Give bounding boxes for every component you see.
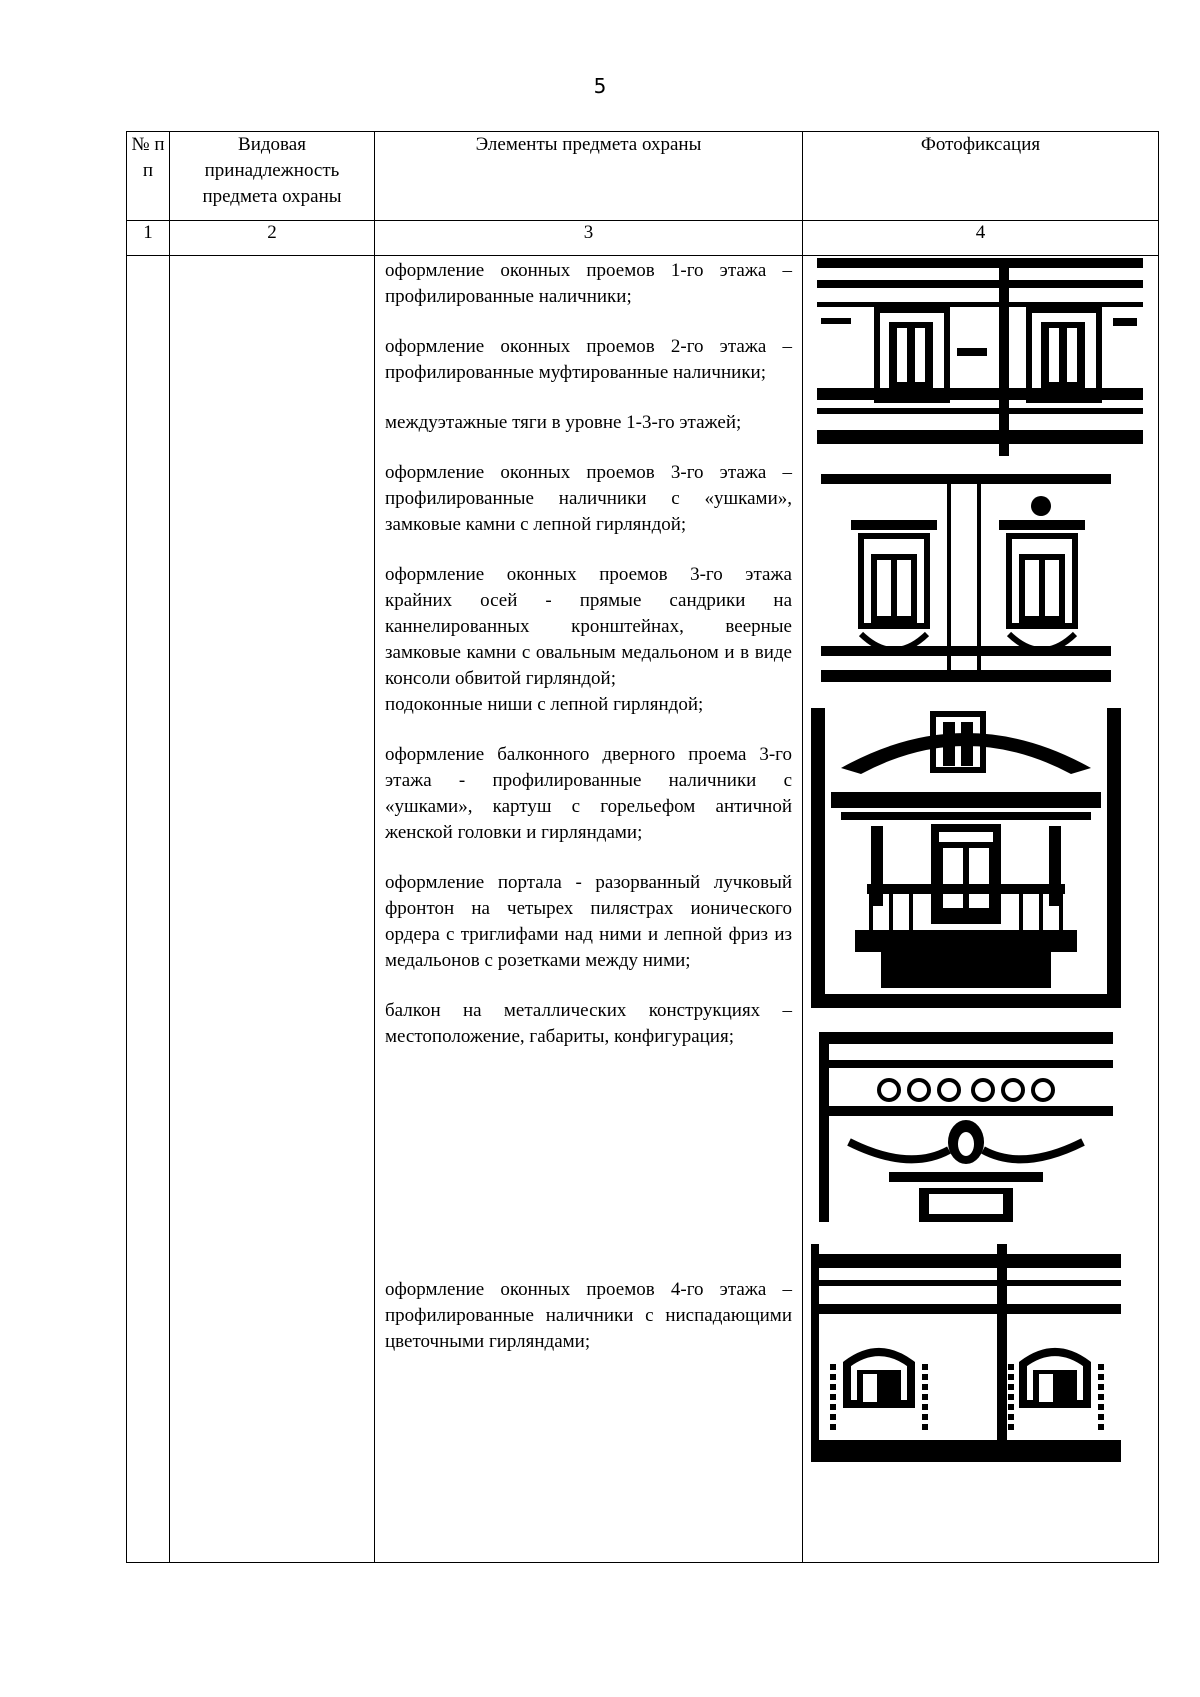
type-cell — [170, 256, 375, 1563]
header-photo: Фотофиксация — [803, 132, 1159, 221]
protection-table — [126, 131, 1159, 1563]
column-number-1: 1 — [127, 221, 170, 256]
facade-photo-floor-4-windows — [811, 1244, 1121, 1462]
column-number-2: 2 — [170, 221, 375, 256]
element-item: оформление оконных проемов 1-го этажа – профилированные наличники; — [385, 260, 792, 307]
page-number: 5 — [593, 74, 607, 98]
element-item: оформление оконных проемов 3-го этажа крайних осей - прямые сандрики на каннелированных кронштейнах, веерные замковые камни с овальным медальоном и в виде консоли обвитой гирляндой; — [385, 564, 792, 689]
element-item: оформление оконных проемов 3-го этажа – профилированные наличники с «ушками», замковые камни с лепной гирляндой; — [385, 462, 792, 535]
facade-photo-floor-3-windows — [821, 474, 1111, 682]
element-item: оформление балконного дверного проема 3-го этажа - профилированные наличники с «ушками», картуш с горельефом античной женской головки и гирляндами; — [385, 744, 792, 843]
elements-cell — [375, 256, 803, 1563]
element-item: подоконные ниши с лепной гирляндой; — [385, 694, 704, 715]
column-number-4: 4 — [803, 221, 1159, 256]
element-item: междуэтажные тяги в уровне 1-3-го этажей; — [385, 412, 742, 433]
header-type: Видовая принадлежность предмета охраны — [170, 132, 375, 221]
photo-cell — [803, 256, 1159, 1563]
facade-photo-cartouche — [819, 1032, 1113, 1222]
column-number-row — [127, 221, 1159, 256]
header-elements: Элементы предмета охраны — [375, 132, 803, 221]
facade-photo-balcony-portal — [811, 708, 1121, 1008]
element-item: оформление оконных проемов 4-го этажа – профилированные наличники с ниспадающими цветочными гирляндами; — [385, 1279, 792, 1352]
header-number: № п п — [127, 132, 170, 221]
element-item: оформление оконных проемов 2-го этажа – профилированные муфтированные наличники; — [385, 336, 792, 383]
column-number-3: 3 — [375, 221, 803, 256]
table-row — [127, 256, 1159, 1563]
facade-photo-floor-1-2 — [817, 258, 1143, 456]
element-item: балкон на металлических конструкциях – местоположение, габариты, конфигурация; — [385, 1000, 792, 1047]
number-cell — [127, 256, 170, 1563]
header-row — [127, 132, 1159, 221]
element-item: оформление портала - разорванный лучковый фронтон на четырех пилястрах ионического ордера с триглифами над ними и лепной фриз из медальонов с розетками между ними; — [385, 872, 792, 971]
